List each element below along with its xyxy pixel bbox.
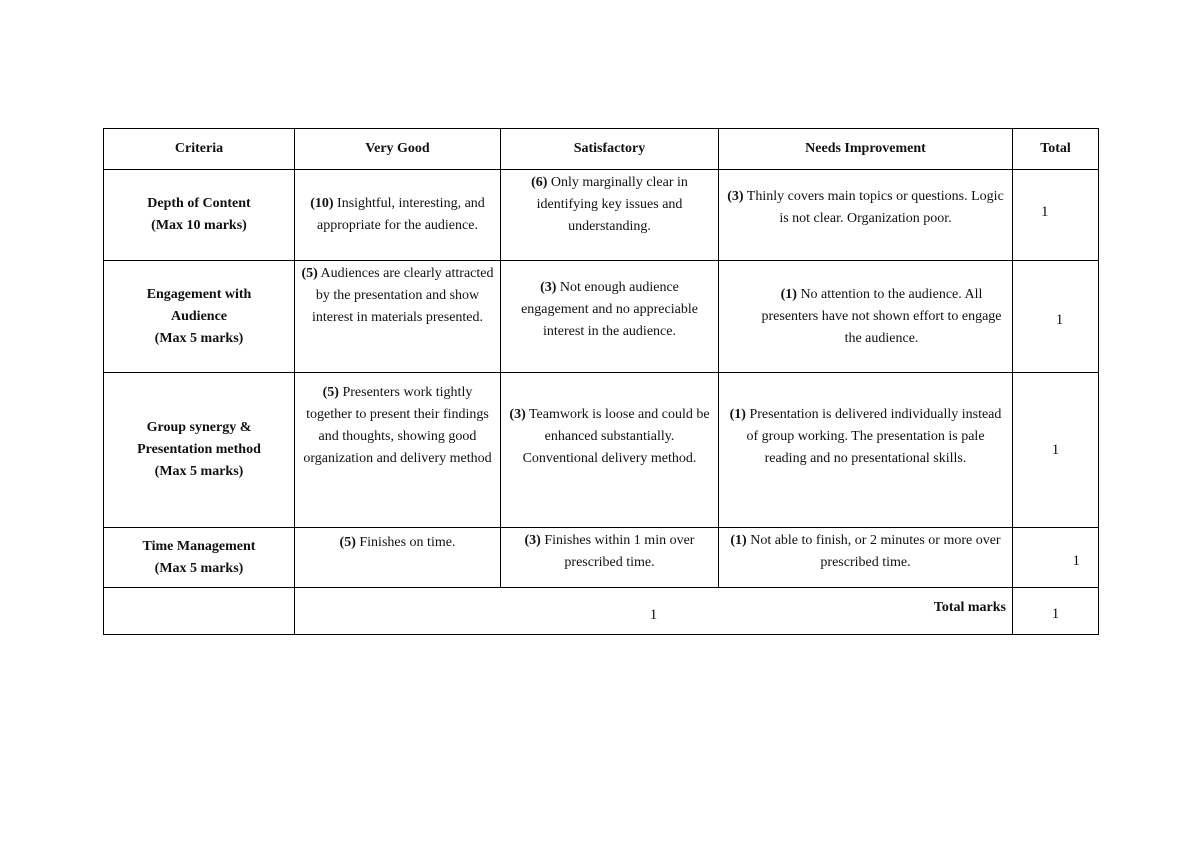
descriptor-text: Insightful, interesting, and appropriate for the audience. bbox=[317, 196, 485, 233]
mark-label: (1) bbox=[730, 533, 747, 548]
summary-row bbox=[104, 588, 1099, 635]
descriptor-text: Presentation is delivered individually instead of group working. The presentation is pale reading and no presentational skills. bbox=[745, 407, 1002, 466]
needs-improvement-cell bbox=[719, 373, 1013, 528]
mark-label: (5) bbox=[339, 535, 356, 550]
criteria-max: (Max 5 marks) bbox=[154, 330, 244, 346]
header-satisfactory: Satisfactory bbox=[501, 129, 719, 170]
descriptor-text: Audiences are clearly attracted by the presentation and show interest in materials presented. bbox=[311, 266, 494, 325]
total-marks-label: Total marks bbox=[933, 600, 1006, 615]
table-row bbox=[104, 528, 1099, 588]
descriptor-text: Not enough audience engagement and no appreciable interest in the audience. bbox=[521, 279, 698, 339]
criteria-max: (Max 5 marks) bbox=[154, 560, 244, 576]
criteria-cell bbox=[104, 373, 295, 528]
descriptor-text: No attention to the audience. All presenters have not shown effort to engage the audience. bbox=[761, 286, 1002, 346]
mark-label: (6) bbox=[531, 175, 548, 190]
total-cell: 1 bbox=[1013, 170, 1099, 261]
criteria-name: Group synergy & bbox=[146, 420, 252, 435]
grand-total-cell: 1 bbox=[1013, 588, 1099, 635]
summary-cell bbox=[295, 588, 1013, 635]
criteria-max: (Max 5 marks) bbox=[154, 464, 244, 479]
needs-improvement-cell bbox=[719, 261, 1013, 373]
criteria-name: Presentation method bbox=[137, 442, 261, 457]
mark-label: (3) bbox=[727, 189, 744, 204]
descriptor-text: Only marginally clear in identifying key issues and understanding. bbox=[536, 175, 688, 234]
total-cell: 1 bbox=[1013, 261, 1099, 373]
descriptor-text: Finishes on time. bbox=[355, 535, 456, 550]
satisfactory-cell bbox=[501, 261, 719, 373]
descriptor-text: Finishes within 1 min over prescribed time. bbox=[540, 533, 695, 570]
rubric-table bbox=[103, 128, 1099, 635]
mark-label: (1) bbox=[729, 407, 746, 422]
header-very-good: Very Good bbox=[295, 129, 501, 170]
very-good-cell bbox=[295, 528, 501, 588]
very-good-cell bbox=[295, 261, 501, 373]
very-good-cell bbox=[295, 170, 501, 261]
mark-label: (3) bbox=[509, 407, 526, 422]
descriptor-text: Presenters work tightly together to present their findings and thoughts, showing good organization and delivery method bbox=[303, 385, 492, 466]
satisfactory-cell bbox=[501, 170, 719, 261]
criteria-name: Engagement with bbox=[146, 286, 252, 302]
descriptor-text: Not able to finish, or 2 minutes or more over prescribed time. bbox=[746, 533, 1001, 570]
satisfactory-cell bbox=[501, 373, 719, 528]
criteria-name: Time Management bbox=[142, 538, 256, 554]
criteria-max: (Max 10 marks) bbox=[151, 218, 247, 233]
criteria-name: Depth of Content bbox=[147, 196, 251, 211]
descriptor-text: Teamwork is loose and could be enhanced substantially. Conventional delivery method. bbox=[522, 407, 710, 466]
summary-value: 1 bbox=[649, 607, 658, 623]
descriptor-text: Thinly covers main topics or questions. Logic is not clear. Organization poor. bbox=[743, 189, 1004, 226]
mark-label: (10) bbox=[310, 196, 334, 211]
mark-label: (5) bbox=[322, 385, 339, 400]
header-total: Total bbox=[1013, 129, 1099, 170]
total-cell: 1 bbox=[1013, 528, 1099, 588]
header-needs-improvement: Needs Improvement bbox=[719, 129, 1013, 170]
criteria-cell bbox=[104, 170, 295, 261]
mark-label: (5) bbox=[301, 266, 318, 281]
satisfactory-cell bbox=[501, 528, 719, 588]
table-row bbox=[104, 261, 1099, 373]
header-criteria: Criteria bbox=[104, 129, 295, 170]
mark-label: (3) bbox=[540, 279, 557, 295]
needs-improvement-cell bbox=[719, 170, 1013, 261]
header-row bbox=[104, 129, 1099, 170]
criteria-name: Audience bbox=[171, 308, 227, 324]
criteria-cell bbox=[104, 261, 295, 373]
table-row bbox=[104, 170, 1099, 261]
mark-label: (1) bbox=[780, 286, 797, 302]
table-row bbox=[104, 373, 1099, 528]
needs-improvement-cell bbox=[719, 528, 1013, 588]
very-good-cell bbox=[295, 373, 501, 528]
total-cell: 1 bbox=[1013, 373, 1099, 528]
summary-empty-cell bbox=[104, 588, 295, 635]
mark-label: (3) bbox=[524, 533, 541, 548]
criteria-cell bbox=[104, 528, 295, 588]
